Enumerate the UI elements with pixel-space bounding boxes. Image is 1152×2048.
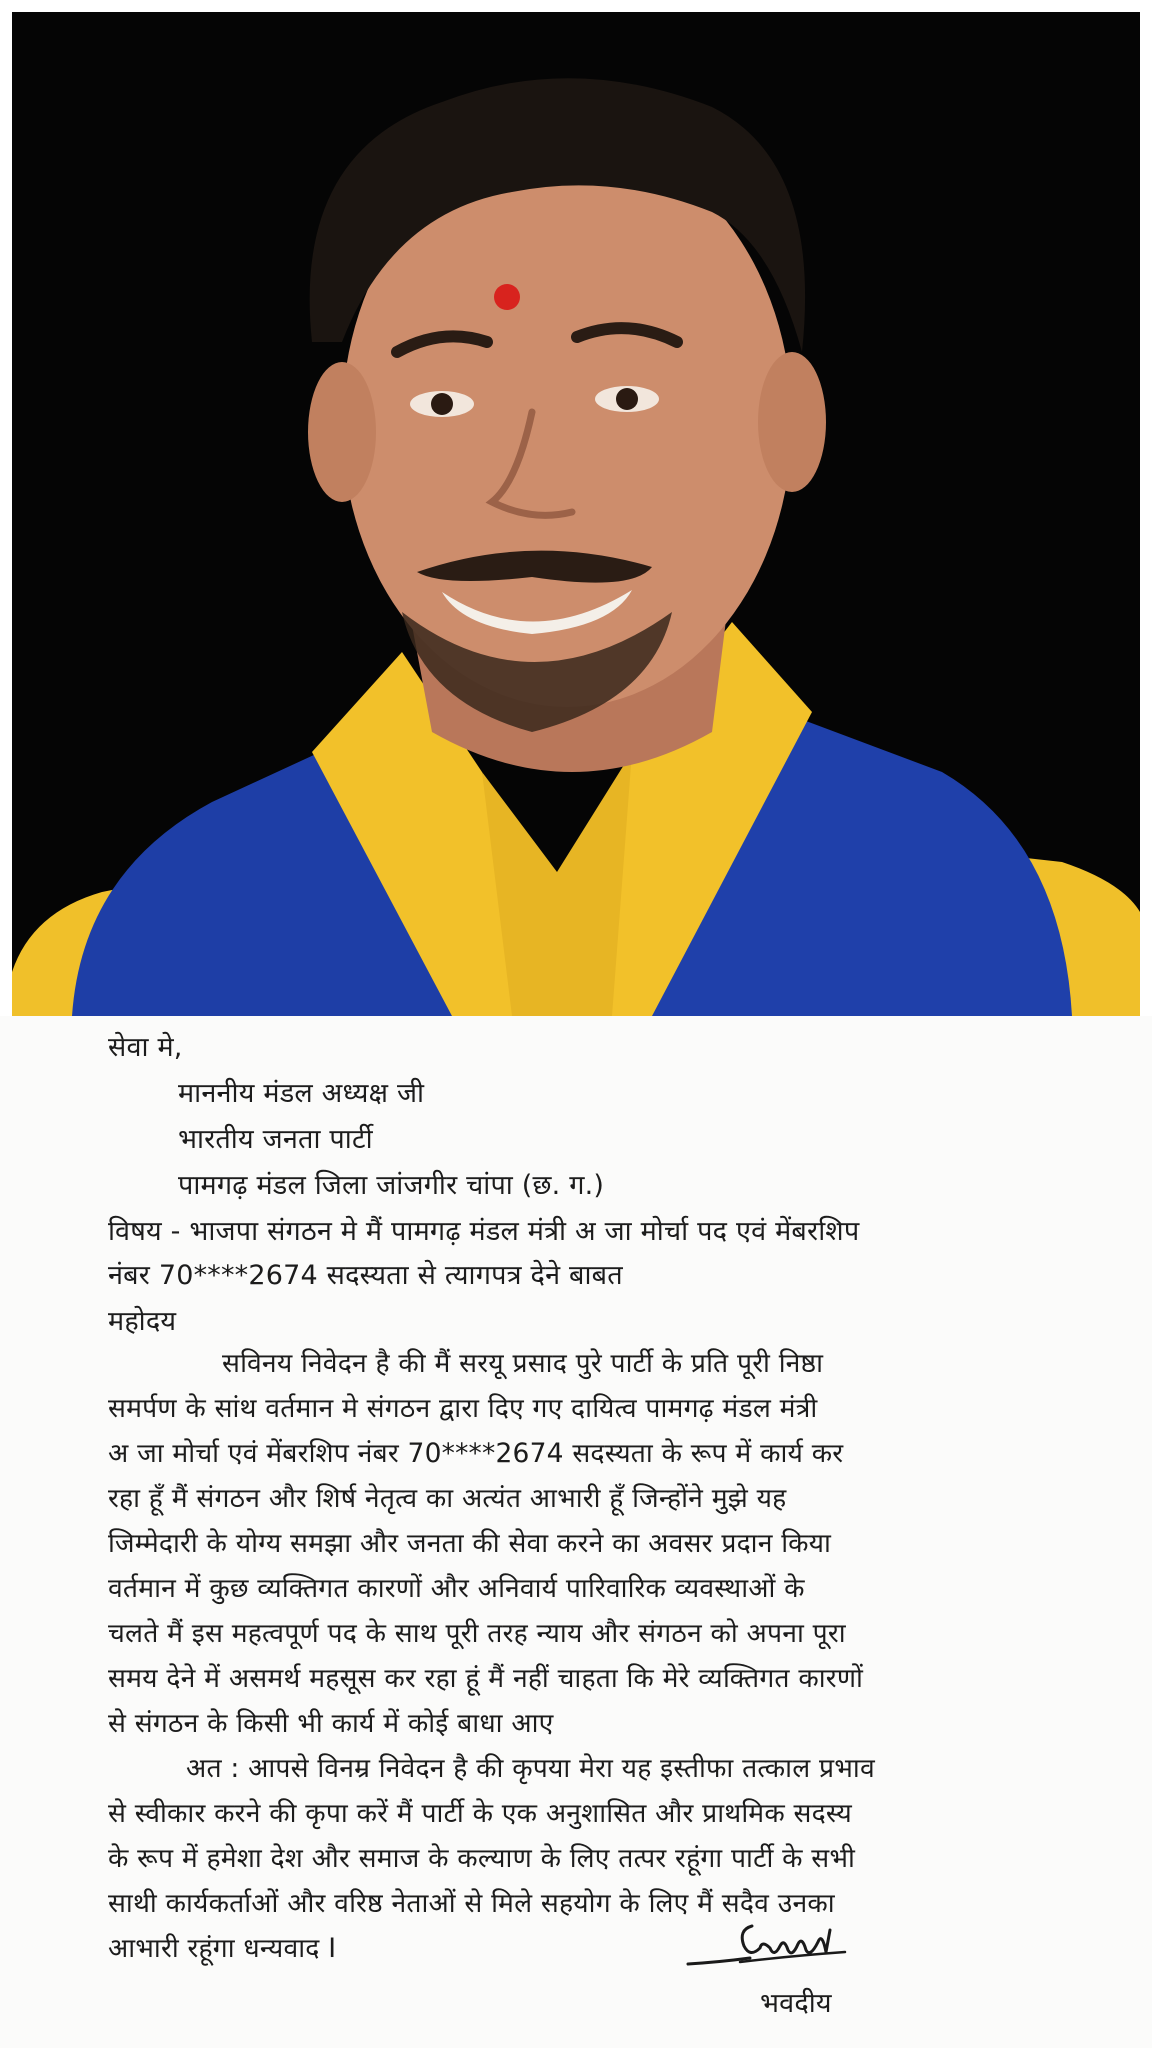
body-line: साथी कार्यकर्ताओं और वरिष्ठ नेताओं से मिले सहयोग के लिए मैं सदैव उनका [108, 1888, 835, 1919]
body-line: आभारी रहूंगा धन्यवाद I [108, 1933, 337, 1964]
body-line: जिम्मेदारी के योग्य समझा और जनता की सेवा करने का अवसर प्रदान किया [108, 1528, 832, 1559]
salutation: सेवा मे, [108, 1032, 183, 1063]
body-line: समर्पण के सांथ वर्तमान मे संगठन द्वारा दिए गए दायित्व पामगढ़ मंडल मंत्री [108, 1393, 818, 1424]
closing: भवदीय [760, 1988, 832, 2019]
body-line: वर्तमान में कुछ व्यक्तिगत कारणों और अनिवार्य पारिवारिक व्यवस्थाओं के [108, 1573, 805, 1604]
body-line: रहा हूँ मैं संगठन और शिर्ष नेतृत्व का अत्यंत आभारी हूँ जिन्होंने मुझे यह [108, 1483, 787, 1514]
body-line: के रूप में हमेशा देश और समाज के कल्याण के लिए तत्पर रहूंगा पार्टी के सभी [108, 1843, 856, 1874]
body-line: अ जा मोर्चा एवं मेंबरशिप नंबर 70****2674 सदस्यता के रूप में कार्य कर [108, 1438, 844, 1469]
body-line: अत : आपसे विनम्र निवेदन है की कृपया मेरा यह इस्तीफा तत्काल प्रभाव [186, 1753, 875, 1784]
body-line: से स्वीकार करने की कृपा करें मैं पार्टी के एक अनुशासित और प्राथमिक सदस्य [108, 1798, 852, 1829]
subject-line: विषय - भाजपा संगठन मे मैं पामगढ़ मंडल मंत्री अ जा मोर्चा पद एवं मेंबरशिप [108, 1216, 860, 1247]
recipient-line: भारतीय जनता पार्टी [178, 1124, 373, 1155]
body-line: समय देने में असमर्थ महसूस कर रहा हूं मैं नहीं चाहता कि मेरे व्यक्तिगत कारणों [108, 1663, 864, 1694]
body-line: सविनय निवेदन है की मैं सरयू प्रसाद पुरे पार्टी के प्रति पूरी निष्ठा [222, 1348, 824, 1379]
recipient-line: माननीय मंडल अध्यक्ष जी [178, 1078, 425, 1109]
body-line: से संगठन के किसी भी कार्य में कोई बाधा आए [108, 1708, 554, 1739]
subject-line: नंबर 70****2674 सदस्यता से त्यागपत्र देने बाबत [108, 1260, 623, 1291]
portrait-icon [12, 12, 1140, 1016]
portrait-photo [12, 12, 1140, 1016]
recipient-line: पामगढ़ मंडल जिला जांजगीर चांपा (छ. ग.) [178, 1170, 605, 1201]
greeting: महोदय [108, 1306, 177, 1337]
body-line: चलते मैं इस महत्वपूर्ण पद के साथ पूरी तरह न्याय और संगठन को अपना पूरा [108, 1618, 846, 1649]
